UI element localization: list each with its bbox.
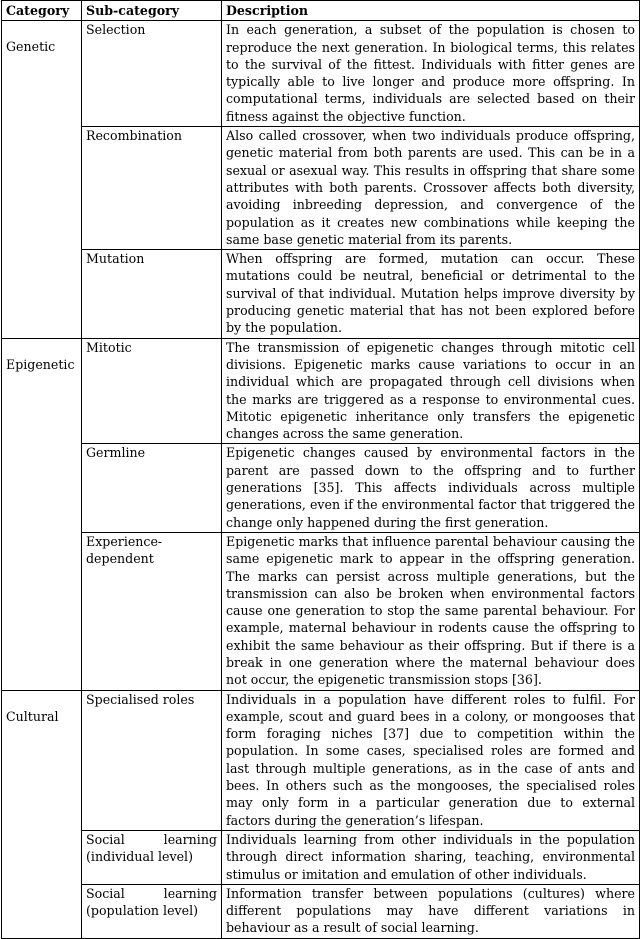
table-row <box>2 532 640 690</box>
description-cell: When offspring are formed, mutation can occur. These mutations could be neutral, beneficial or detrimental to the survival of that individual. Mutation helps improve diversity by producing genetic material that has not been explored before by the population. <box>222 250 640 338</box>
description-cell: Also called crossover, when two individuals produce offspring, genetic material from both parents are used. This can be in a sexual or asexual way. This results in offspring that share some attributes with both parents. Crossover affects both diversity, avoiding inbreeding depression, and convergence of the population as it creates new combinations while keeping the same base genetic material from its parents. <box>222 127 640 250</box>
category-cell-epigenetic: Epigenetic <box>2 338 82 690</box>
subcategory-cell: Social learning (individual level) <box>82 830 222 884</box>
description-cell: Individuals in a population have different roles to fulfil. For example, scout and guard bees in a colony, or mongooses that form foraging niches [37] due to competition within the population. In some cases, specialised roles are formed and last through multiple generations, as in the case of ants and bees. In others such as the mongooses, the specialised roles may only form in a particular generation due to external factors during the generation’s lifespan. <box>222 690 640 830</box>
category-cell-cultural: Cultural <box>2 690 82 938</box>
subcategory-cell: Mutation <box>82 250 222 338</box>
subcategory-cell: Mitotic <box>82 338 222 444</box>
taxonomy-table <box>1 0 640 939</box>
header-subcategory: Sub-category <box>82 1 222 21</box>
header-row <box>2 1 640 21</box>
description-cell: In each generation, a subset of the population is chosen to reproduce the next generation. In biological terms, this relates to the survival of the fittest. Individuals with fitter genes are typically able to live longer and produce more offspring. In computational terms, individuals are selected based on their fitness against the objective function. <box>222 21 640 127</box>
table-row <box>2 127 640 250</box>
subcategory-cell: Experience-dependent <box>82 532 222 690</box>
table-row <box>2 21 640 127</box>
header-description: Description <box>222 1 640 21</box>
description-cell: Epigenetic changes caused by environmental factors in the parent are passed down to the offspring and to further generations [35]. This affects individuals across multiple generations, even if the environmental factor that triggered the change only happened during the first generation. <box>222 444 640 532</box>
table-row <box>2 338 640 444</box>
description-cell: The transmission of epigenetic changes through mitotic cell divisions. Epigenetic marks cause variations to occur in an individual which are propagated through cell divisions when the marks are triggered as a response to environmental cues. Mitotic epigenetic inheritance only transfers the epigenetic changes across the same generation. <box>222 338 640 444</box>
subcategory-cell: Germline <box>82 444 222 532</box>
table-row <box>2 690 640 830</box>
description-cell: Epigenetic marks that influence parental behaviour causing the same epigenetic mark to appear in the offspring generation. The marks can persist across multiple generations, but the transmission can also be broken when environmental factors cause one generation to stop the same parental behaviour. For example, maternal behaviour in rodents cause the offspring to exhibit the same behaviour as their offspring. But if there is a break in one generation where the maternal behaviour does not occur, the epigenetic transmission stops [36]. <box>222 532 640 690</box>
subcategory-cell: Selection <box>82 21 222 127</box>
subcategory-cell: Specialised roles <box>82 690 222 830</box>
description-cell: Individuals learning from other individuals in the population through direct information sharing, teaching, environmental stimulus or imitation and emulation of other individuals. <box>222 830 640 884</box>
header-category: Category <box>2 1 82 21</box>
subcategory-cell: Recombination <box>82 127 222 250</box>
table-row <box>2 830 640 884</box>
subcategory-cell: Social learning (population level) <box>82 884 222 938</box>
table-row <box>2 250 640 338</box>
category-cell-genetic: Genetic <box>2 21 82 338</box>
description-cell: Information transfer between populations (cultures) where different populations may have different variations in behaviour as a result of social learning. <box>222 884 640 938</box>
table-row <box>2 444 640 532</box>
table-row <box>2 884 640 938</box>
